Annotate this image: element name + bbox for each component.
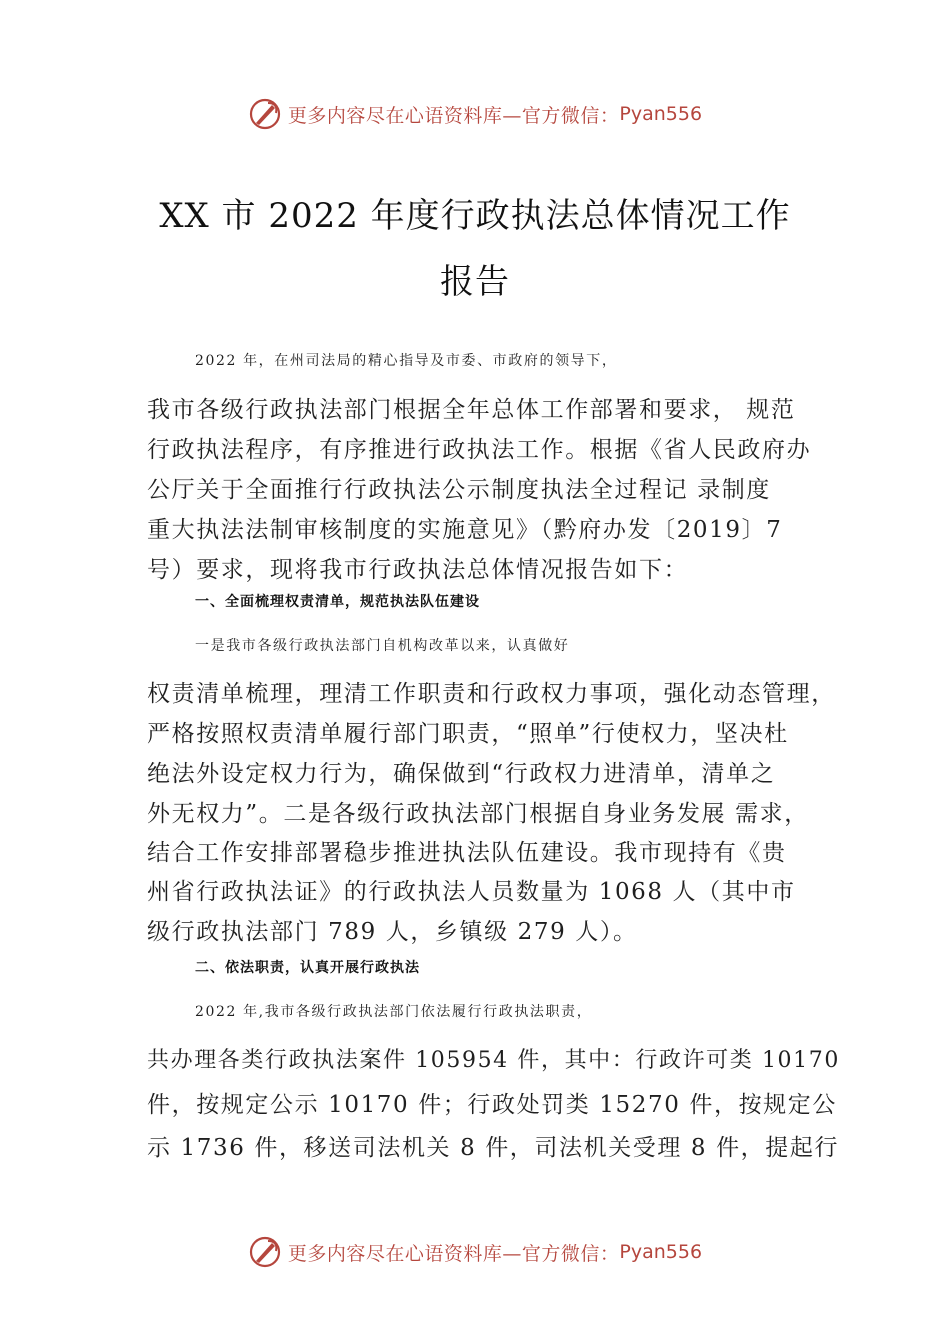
body-line: 公厅关于全面推行行政执法公示制度执法全过程记 录制度 [147, 477, 771, 503]
body-line: 外无权力”。二是各级行政执法部门根据自身业务发展 需求， [147, 801, 809, 827]
body-line: 行政执法程序，有序推进行政执法工作。根据《省人民政府办 [147, 437, 812, 463]
body-line: 件，按规定公示 10170 件；行政处罚类 15270 件，按规定公 [147, 1092, 837, 1118]
watermark-contact: Pyan556 [619, 1241, 703, 1263]
watermark-text: 更多内容尽在心语资料库—官方微信： [287, 104, 620, 127]
body-line: 结合工作安排部署稳步推进执法队伍建设。我市现持有《贵 [147, 840, 787, 866]
body-line: 共办理各类行政执法案件 105954 件，其中：行政许可类 10170 [147, 1048, 840, 1073]
body-line: 绝法外设定权力行为，确保做到“行政权力进清单，清单之 [147, 761, 776, 787]
body-line: 号）要求，现将我市行政执法总体情况报告如下： [147, 557, 689, 583]
body-line: 示 1736 件，移送司法机关 8 件，司法机关受理 8 件，提起行 [147, 1135, 840, 1161]
body-line: 级行政执法部门 789 人，乡镇级 279 人）。 [147, 919, 638, 945]
section-heading-2: 二、依法职责，认真开展行政执法 [195, 960, 420, 976]
body-line: 州省行政执法证》的行政执法人员数量为 1068 人（其中市 [147, 879, 796, 905]
quill-seal-icon [248, 1235, 282, 1269]
section-heading-1: 一、全面梳理权责清单，规范执法队伍建设 [195, 594, 480, 610]
body-line: 重大执法法制审核制度的实施意见》（黔府办发〔2019〕7 [147, 517, 783, 543]
document-title-line-1: XX 市 2022 年度行政执法总体情况工作 [159, 196, 791, 236]
document-title-line-2: 报告 [440, 262, 510, 302]
body-line: 2022 年,我市各级行政执法部门依法履行行政执法职责， [195, 1004, 593, 1020]
body-line: 一是我市各级行政执法部门自机构改革以来，认真做好 [195, 638, 570, 654]
watermark-text: 更多内容尽在心语资料库—官方微信： [287, 1242, 620, 1265]
header-watermark [0, 94, 950, 134]
quill-seal-icon [248, 97, 282, 131]
footer-watermark [0, 1232, 950, 1272]
watermark-contact: Pyan556 [619, 103, 703, 125]
body-line: 严格按照权责清单履行部门职责，“照单”行使权力，坚决杜 [147, 721, 789, 747]
body-line: 2022 年，在州司法局的精心指导及市委、市政府的领导下， [195, 353, 618, 369]
body-line: 我市各级行政执法部门根据全年总体工作部署和要求， 规范 [147, 397, 796, 423]
body-line: 权责清单梳理，理清工作职责和行政权力事项，强化动态管理， [147, 681, 836, 707]
